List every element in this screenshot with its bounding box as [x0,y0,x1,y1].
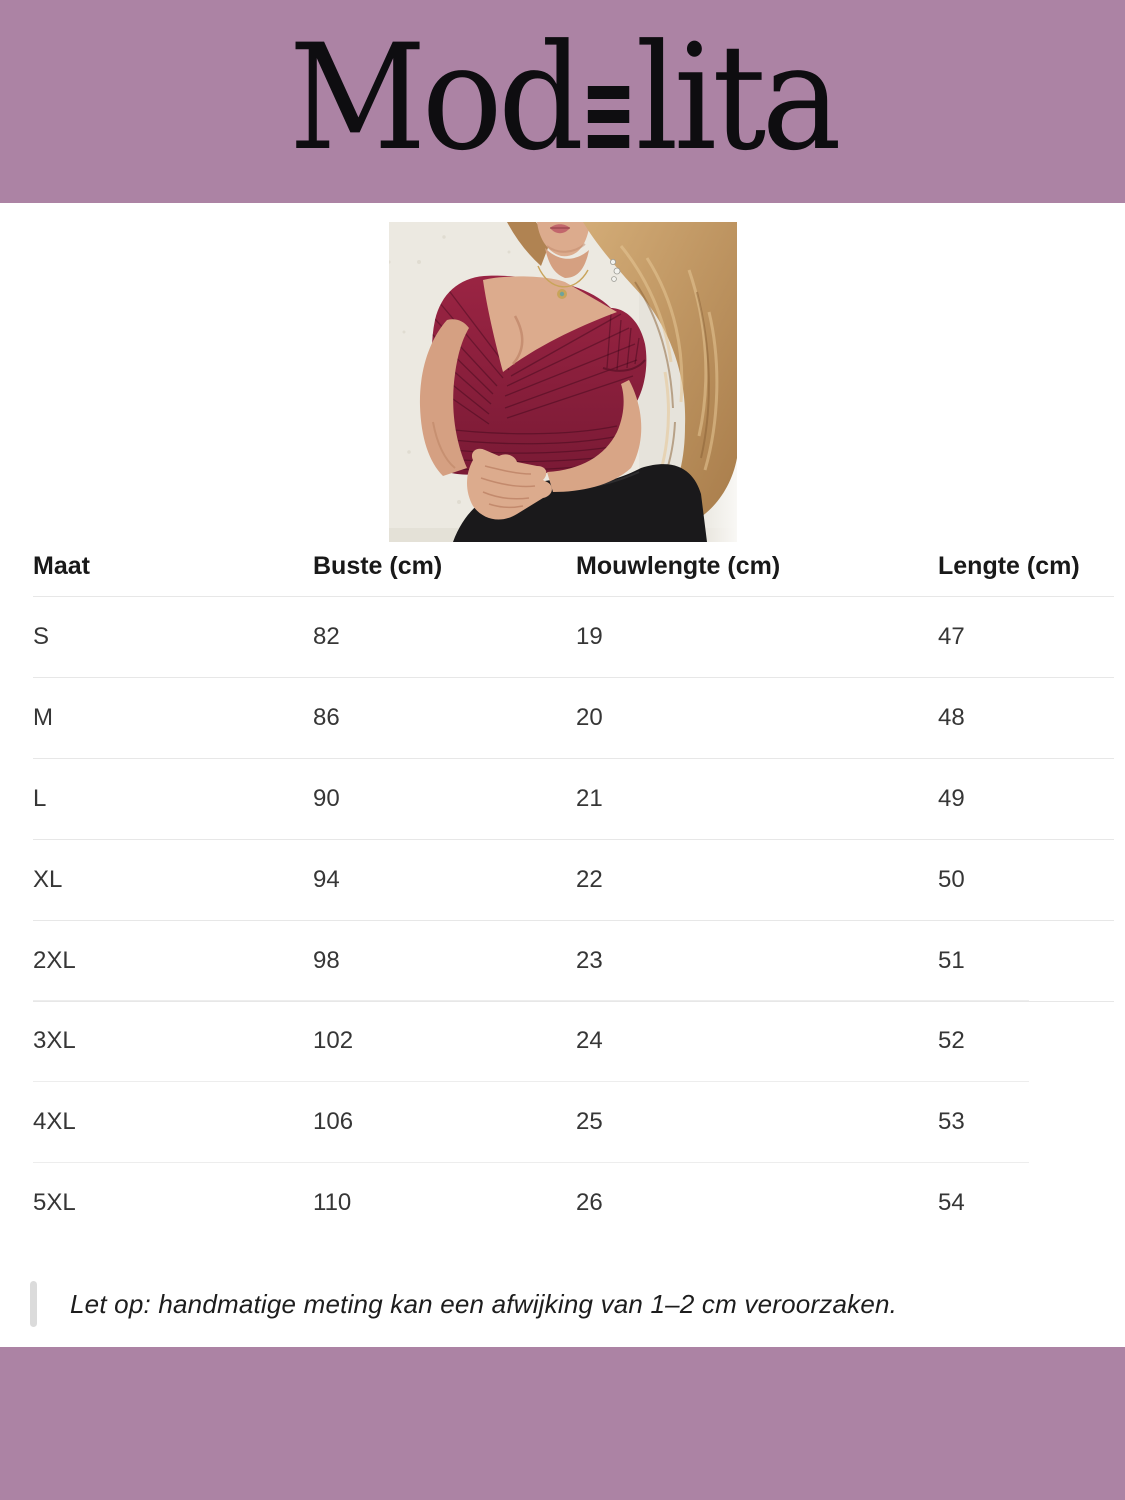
size-table-row [33,678,1114,759]
cell-maat: 3XL [33,1027,76,1054]
cell-mouwlengte: 25 [576,1108,603,1135]
size-table-row [33,921,1114,1002]
brand-logo [288,12,837,183]
logo-text-prefix: Mod [288,12,579,183]
size-table-row [33,1081,1029,1162]
footer-band [0,1347,1125,1500]
cell-mouwlengte: 20 [576,704,603,731]
cell-maat: M [33,704,53,731]
cell-lengte: 54 [938,1189,965,1216]
cell-buste: 102 [313,1027,354,1054]
cell-lengte: 53 [938,1108,965,1135]
cell-lengte: 51 [938,947,965,974]
col-header-lengte: Lengte (cm) [938,552,1080,580]
cell-mouwlengte: 23 [576,947,603,974]
size-table-row [33,759,1114,840]
size-table-header-row [33,552,1114,597]
cell-maat: 4XL [33,1108,76,1135]
cell-maat: XL [33,866,63,893]
note-text: Let op: handmatige meting kan een afwijking van 1–2 cm veroorzaken. [70,1288,898,1319]
product-photo [389,222,737,542]
cell-buste: 82 [313,623,340,650]
size-table [33,552,1114,1002]
col-header-maat: Maat [33,552,90,580]
logo-three-bars-icon [587,86,628,148]
cell-maat: 2XL [33,947,76,974]
cell-buste: 90 [313,785,340,812]
cell-mouwlengte: 24 [576,1027,603,1054]
cell-maat: S [33,623,50,650]
cell-buste: 98 [313,947,340,974]
cell-lengte: 50 [938,866,965,893]
size-table-extension [33,1000,1029,1243]
cell-buste: 106 [313,1108,354,1135]
cell-lengte: 47 [938,623,965,650]
cell-buste: 94 [313,866,340,893]
cell-mouwlengte: 21 [576,785,603,812]
cell-lengte: 52 [938,1027,965,1054]
cell-lengte: 48 [938,704,965,731]
size-table-row [33,840,1114,921]
cell-mouwlengte: 26 [576,1189,603,1216]
cell-mouwlengte: 22 [576,866,603,893]
header-band [0,0,1125,203]
cell-maat: 5XL [33,1189,76,1216]
size-table-row [33,1162,1029,1243]
cell-mouwlengte: 19 [576,623,603,650]
cell-buste: 86 [313,704,340,731]
col-header-buste: Buste (cm) [313,552,443,580]
measurement-note [30,1278,897,1330]
size-table-row [33,1000,1029,1081]
col-header-mouwlengte: Mouwlengte (cm) [576,552,781,580]
note-accent-bar [30,1281,37,1327]
size-table-row [33,597,1114,678]
cell-maat: L [33,785,47,812]
logo-text-suffix: lita [635,12,837,183]
cell-buste: 110 [313,1189,352,1216]
cell-lengte: 49 [938,785,965,812]
product-photo-illustration [389,222,737,542]
